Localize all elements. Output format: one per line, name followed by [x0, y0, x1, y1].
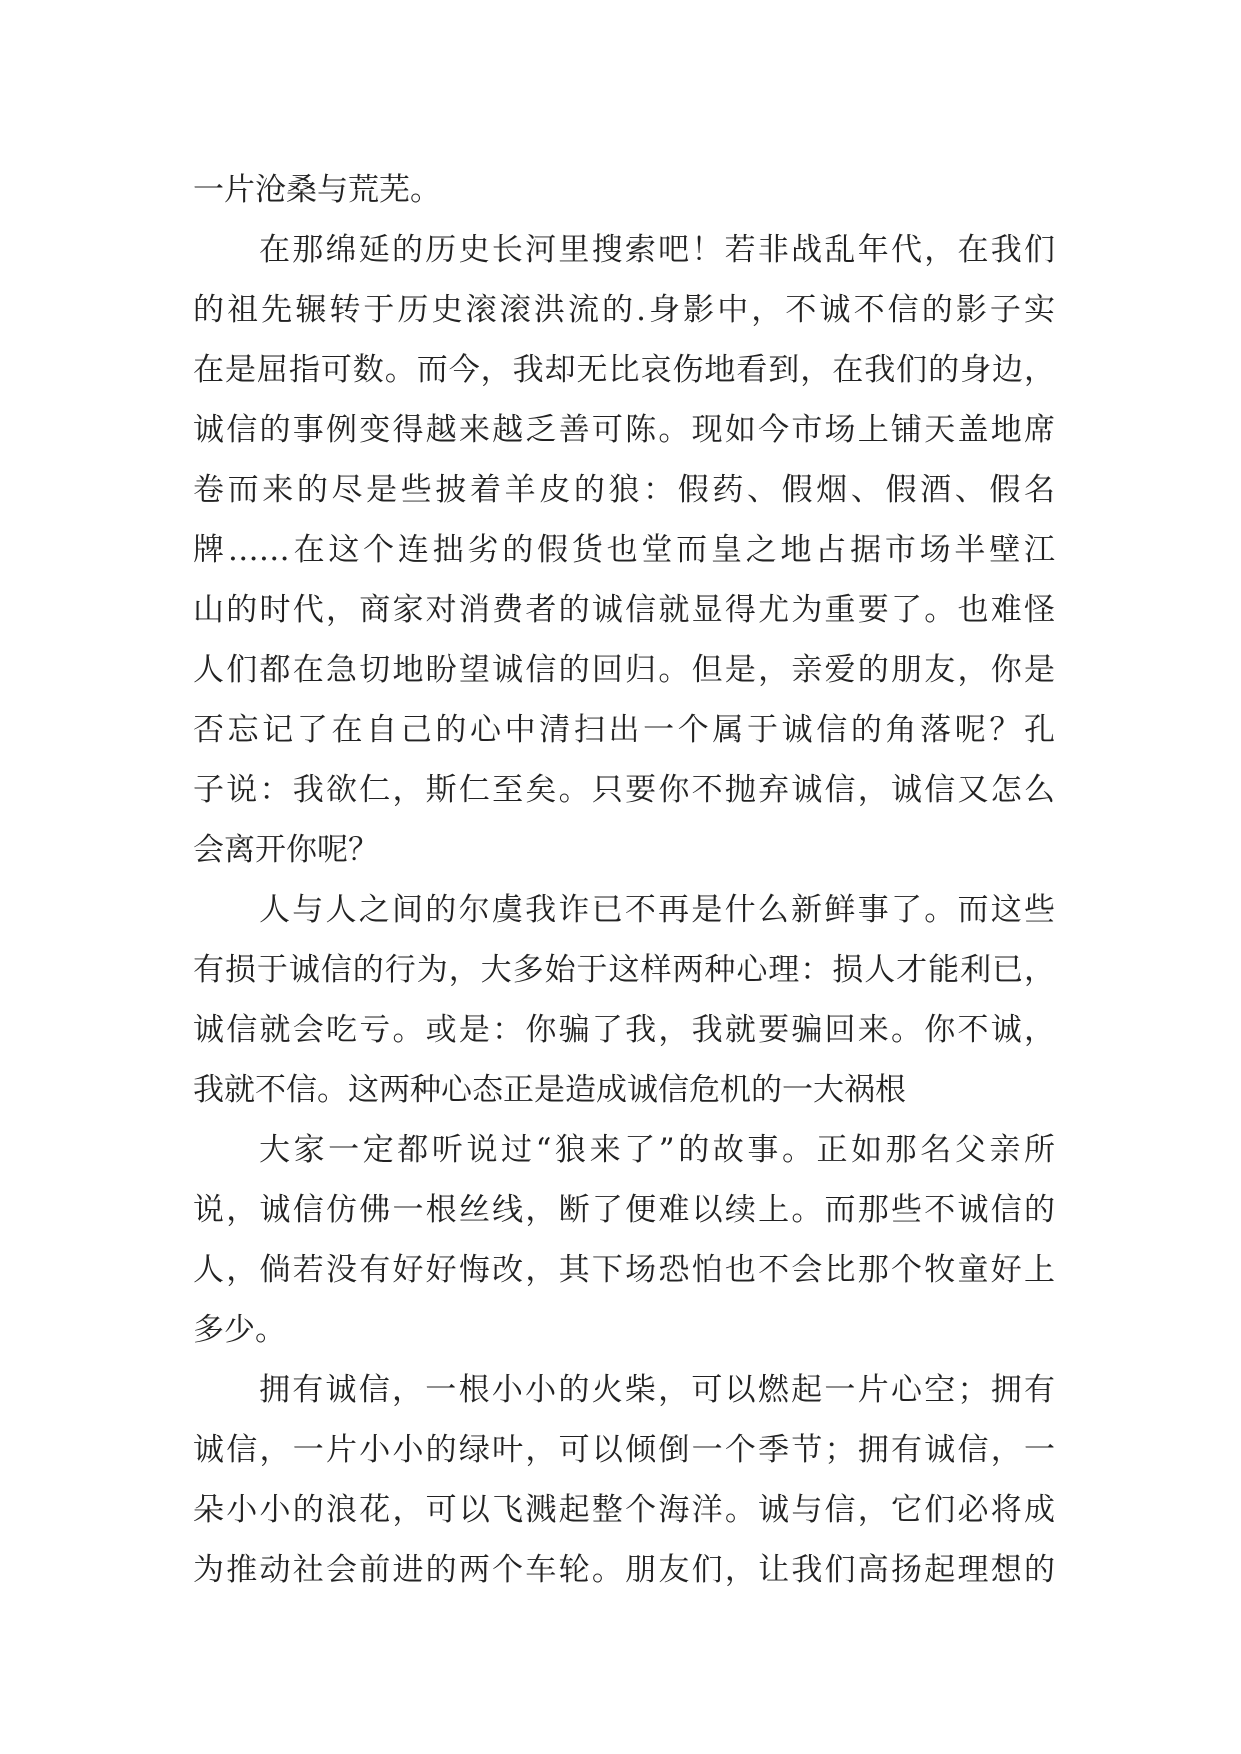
text-line: 子说：我欲仁，斯仁至矣。只要你不抛弃诚信，诚信又怎么 — [193, 772, 1055, 808]
essay-body — [193, 160, 1055, 1600]
text-line: 人们都在急切地盼望诚信的回归。但是，亲爱的朋友，你是 — [193, 652, 1055, 688]
text-line: 一片沧桑与荒芜。 — [193, 172, 441, 208]
text-line: 多少。 — [193, 1312, 286, 1348]
text-line: 诚信，一片小小的绿叶，可以倾倒一个季节；拥有诚信，一 — [193, 1432, 1055, 1468]
text-line: 诚信的事例变得越来越乏善可陈。现如今市场上铺天盖地席 — [193, 412, 1055, 448]
text-line: 人与人之间的尔虞我诈已不再是什么新鲜事了。而这些 — [259, 892, 1055, 928]
text-line: 有损于诚信的行为，大多始于这样两种心理：损人才能利已， — [193, 952, 1055, 988]
text-line: 人，倘若没有好好悔改，其下场恐怕也不会比那个牧童好上 — [193, 1252, 1055, 1288]
text-line: 为推动社会前进的两个车轮。朋友们，让我们高扬起理想的 — [193, 1552, 1055, 1588]
text-line: 在是屈指可数。而今，我却无比哀伤地看到，在我们的身边， — [193, 352, 1055, 388]
text-line: 牌……在这个连拙劣的假货也堂而皇之地占据市场半壁江 — [193, 532, 1055, 568]
text-line: 说，诚信仿佛一根丝线，断了便难以续上。而那些不诚信的 — [193, 1192, 1055, 1228]
text-line: 会离开你呢？ — [193, 832, 379, 868]
text-line: 的祖先辗转于历史滚滚洪流的.身影中，不诚不信的影子实 — [193, 292, 1055, 328]
text-line: 我就不信。这两种心态正是造成诚信危机的一大祸根 — [193, 1072, 906, 1108]
text-line: 卷而来的尽是些披着羊皮的狼：假药、假烟、假酒、假名 — [193, 472, 1055, 508]
text-line: 大家一定都听说过“狼来了”的故事。正如那名父亲所 — [259, 1132, 1055, 1168]
text-line: 诚信就会吃亏。或是：你骗了我，我就要骗回来。你不诚， — [193, 1012, 1055, 1048]
text-line: 山的时代，商家对消费者的诚信就显得尤为重要了。也难怪 — [193, 592, 1055, 628]
text-line: 朵小小的浪花，可以飞溅起整个海洋。诚与信，它们必将成 — [193, 1492, 1055, 1528]
text-line: 拥有诚信，一根小小的火柴，可以燃起一片心空；拥有 — [259, 1372, 1055, 1408]
text-line: 在那绵延的历史长河里搜索吧！若非战乱年代，在我们 — [259, 232, 1055, 268]
text-line: 否忘记了在自己的心中清扫出一个属于诚信的角落呢？孔 — [193, 712, 1055, 748]
